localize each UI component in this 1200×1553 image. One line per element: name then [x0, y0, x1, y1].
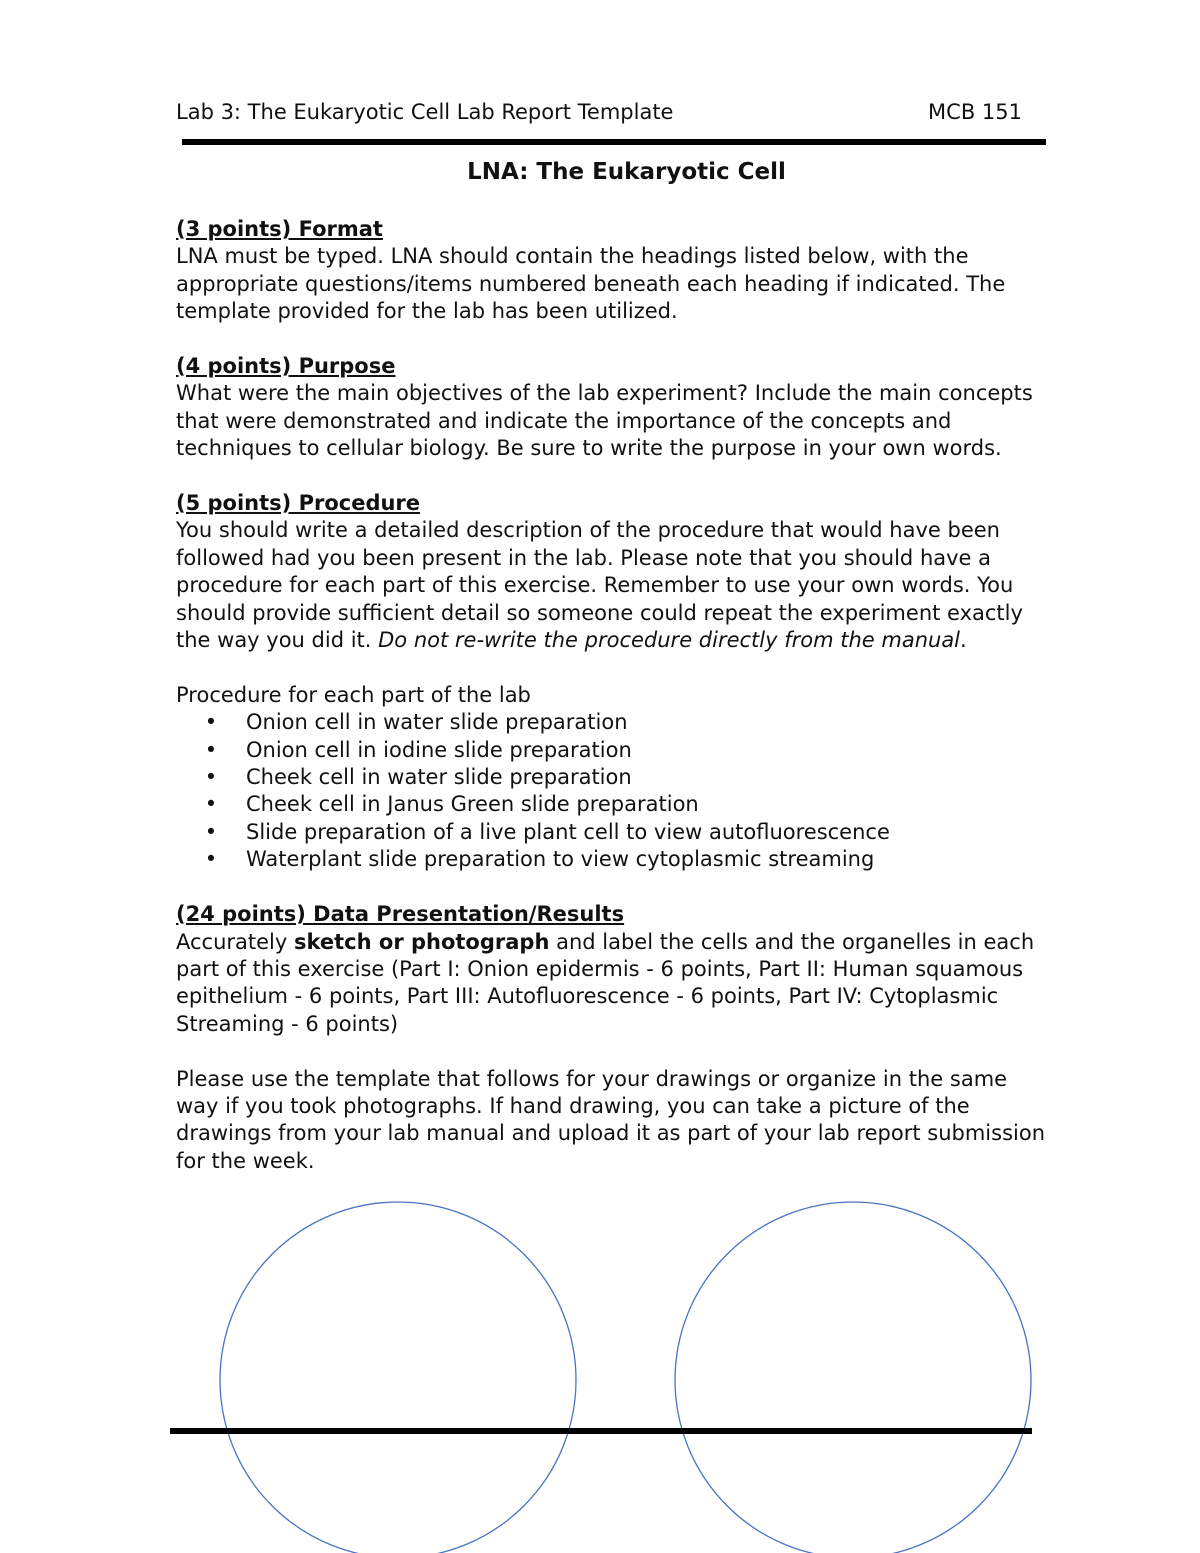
- page-title: LNA: The Eukaryotic Cell: [467, 159, 786, 185]
- list-item-text: Cheek cell in water slide preparation: [246, 765, 632, 790]
- list-item-text: Waterplant slide preparation to view cytoplasmic streaming: [246, 847, 875, 872]
- bullet-icon: •: [204, 792, 218, 817]
- section-body-results: [176, 929, 1056, 1039]
- procedure-parts-intro: Procedure for each part of the lab: [176, 682, 531, 707]
- section-results: [176, 901, 1056, 1038]
- results-body-bold: sketch or photograph: [294, 929, 550, 954]
- bullet-icon: •: [204, 819, 218, 844]
- list-item: [176, 764, 1056, 791]
- document-body: [176, 216, 1056, 1203]
- results-body-start: Accurately: [176, 929, 294, 954]
- section-template-note: [176, 1066, 1056, 1176]
- header-course-code: MCB 151: [928, 100, 1022, 124]
- section-heading-results: (24 points) Data Presentation/Results: [176, 902, 625, 927]
- drawing-template-svg: [0, 1180, 1200, 1553]
- list-item-text: Cheek cell in Janus Green slide preparation: [246, 792, 699, 817]
- bullet-icon: •: [204, 847, 218, 872]
- section-body-procedure: [176, 517, 1056, 654]
- drawing-circle-right: [675, 1202, 1031, 1553]
- drawing-circle-left: [220, 1202, 576, 1553]
- procedure-body-end: .: [960, 628, 967, 653]
- bullet-icon: •: [204, 737, 218, 762]
- procedure-parts-list: [176, 709, 1056, 873]
- section-format: [176, 216, 1056, 326]
- list-item: [176, 709, 1056, 736]
- bullet-icon: •: [204, 765, 218, 790]
- results-body-rest: and label the cells and the organelles in each part of this exercise (Part I: Onion epidermis - 6 points, Part II: Human squamous epithelium - 6 points, Part III: Autofluorescence - 6 points, Part IV: Cytoplasmic Streaming - 6 points): [176, 929, 1035, 1036]
- section-heading-purpose: (4 points) Purpose: [176, 354, 396, 379]
- header-course-title: Lab 3: The Eukaryotic Cell Lab Report Template: [176, 100, 674, 124]
- header-rule: [182, 139, 1046, 145]
- section-purpose: [176, 353, 1056, 463]
- section-heading-format: (3 points) Format: [176, 217, 383, 241]
- procedure-body-italic: Do not re-write the procedure directly from the manual: [378, 628, 961, 653]
- section-heading-procedure: (5 points) Procedure: [176, 491, 421, 516]
- list-item: [176, 846, 1056, 873]
- list-item-text: Slide preparation of a live plant cell to view autofluorescence: [246, 819, 890, 844]
- section-body-purpose: What were the main objectives of the lab experiment? Include the main concepts that were demonstrated and indicate the importance of the concepts and techniques to cellular biology. Be sure to write the purpose in your own words.: [176, 381, 1033, 461]
- section-procedure-parts: [176, 682, 1056, 874]
- list-item-text: Onion cell in water slide preparation: [246, 710, 628, 735]
- list-item: [176, 819, 1056, 846]
- drawing-template-area: [0, 1180, 1200, 1553]
- bullet-icon: •: [204, 710, 218, 735]
- list-item: [176, 737, 1056, 764]
- section-body-format: LNA must be typed. LNA should contain the headings listed below, with the appropriate questions/items numbered beneath each heading if indicated. The template provided for the lab has been utilized.: [176, 244, 1006, 324]
- results-template-note: Please use the template that follows for your drawings or organize in the same way if you took photographs. If hand drawing, you can take a picture of the drawings from your lab manual and upload it as part of your lab report submission for the week.: [176, 1066, 1045, 1173]
- list-item-text: Onion cell in iodine slide preparation: [246, 737, 632, 762]
- list-item: [176, 791, 1056, 818]
- procedure-body-text: You should write a detailed description of the procedure that would have been followed had you been present in the lab. Please note that you should have a procedure for each part of this exercise. Remember to use your own words. You should provide sufficient detail so someone could repeat the experiment exactly the way you did it.: [176, 518, 1023, 653]
- divider-rule: [170, 1428, 1032, 1434]
- section-procedure: [176, 490, 1056, 654]
